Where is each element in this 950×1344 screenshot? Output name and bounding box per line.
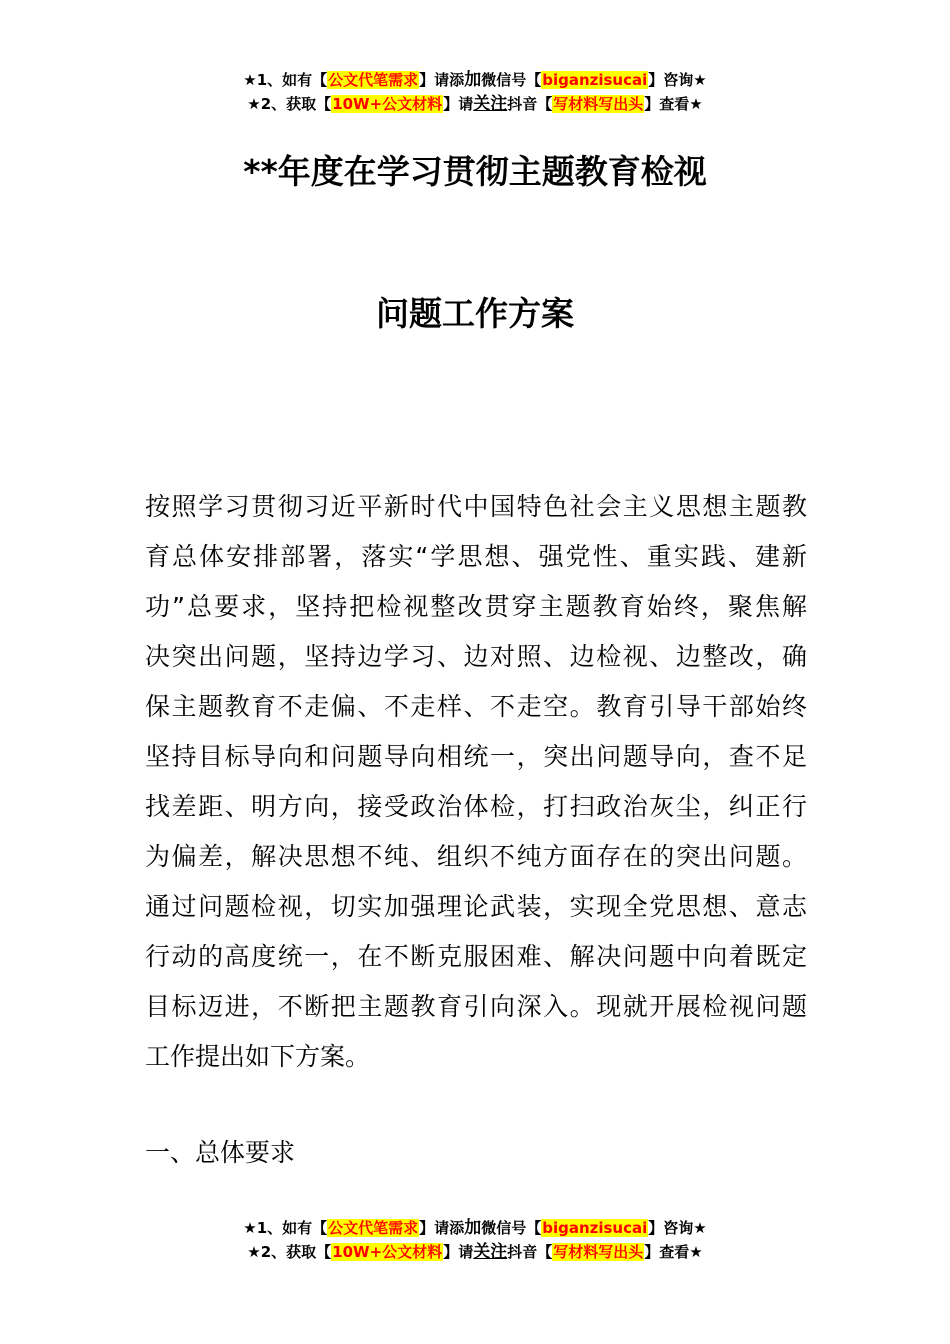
footer-line-1-suffix: 】咨询★ <box>648 1219 707 1237</box>
banner-line-2-suffix: 】查看★ <box>644 95 703 113</box>
banner-line-2-highlight-douyin: 写材料写出头 <box>553 95 644 113</box>
body-line: 为偏差，解决思想不纯、组织不纯方面存在的突出问题。 <box>145 842 807 871</box>
footer-line-1-mid-big: 加 <box>464 1218 482 1238</box>
footer-line-2-highlight-douyin: 写材料写出头 <box>553 1243 644 1261</box>
banner-line-1-suffix: 】咨询★ <box>648 71 707 89</box>
section-heading: 一、总体要求 <box>145 1138 296 1167</box>
banner-line-2-highlight-materials: 10W+公文材料 <box>332 95 443 113</box>
footer-line-2-mid2: 抖音【 <box>507 1243 553 1261</box>
banner-line-1-mid-big: 加 <box>464 70 482 90</box>
banner-line-1 <box>0 68 950 92</box>
banner-line-2-mid: 】请 <box>443 95 474 113</box>
footer-banner-line-2 <box>0 1240 950 1264</box>
body-paragraph <box>145 482 807 1082</box>
footer-line-1-highlight-service: 公文代笔需求 <box>328 1219 419 1237</box>
banner-line-1-prefix: ★1、如有【 <box>243 71 328 89</box>
footer-line-2-mid: 】请 <box>443 1243 474 1261</box>
body-line: 工作提出如下方案。 <box>145 1042 371 1071</box>
footer-line-1-highlight-wechat: biganzisucai <box>542 1219 648 1237</box>
footer-line-2-highlight-materials: 10W+公文材料 <box>332 1243 443 1261</box>
body-line: 找差距、明方向，接受政治体检，打扫政治灰尘，纠正行 <box>145 792 807 821</box>
body-line: 按照学习贯彻习近平新时代中国特色社会主义思想主题教 <box>145 492 807 521</box>
footer-line-1-mid2: 微信号【 <box>481 1219 542 1237</box>
footer-line-1-mid: 】请添 <box>419 1219 465 1237</box>
document-title-line-2: 问题工作方案 <box>376 294 574 333</box>
footer-line-2-prefix: ★2、获取【 <box>247 1243 332 1261</box>
body-line: 决突出问题，坚持边学习、边对照、边检视、边整改，确 <box>145 642 807 671</box>
body-line: 功”总要求，坚持把检视整改贯穿主题教育始终，聚焦解 <box>145 592 807 621</box>
banner-line-2 <box>0 92 950 116</box>
banner-line-2-mid-big: 关注 <box>473 94 508 114</box>
banner-line-1-mid2: 微信号【 <box>481 71 542 89</box>
body-line: 目标迈进，不断把主题教育引向深入。现就开展检视问题 <box>145 992 807 1021</box>
banner-line-2-mid2: 抖音【 <box>507 95 553 113</box>
banner-line-1-highlight-service: 公文代笔需求 <box>328 71 419 89</box>
body-line: 育总体安排部署，落实“学思想、强党性、重实践、建新 <box>145 542 807 571</box>
body-line: 行动的高度统一，在不断克服困难、解决问题中向着既定 <box>145 942 807 971</box>
footer-line-2-suffix: 】查看★ <box>644 1243 703 1261</box>
document-title-line-1: **年度在学习贯彻主题教育检视 <box>243 152 707 191</box>
body-line: 坚持目标导向和问题导向相统一，突出问题导向，查不足 <box>145 742 807 771</box>
footer-banner <box>0 1216 950 1264</box>
body-line: 保主题教育不走偏、不走样、不走空。教育引导干部始终 <box>145 692 807 721</box>
footer-line-2-mid-big: 关注 <box>473 1242 508 1262</box>
banner-line-1-highlight-wechat: biganzisucai <box>542 71 648 89</box>
footer-banner-line-1 <box>0 1216 950 1240</box>
banner-line-1-mid: 】请添 <box>419 71 465 89</box>
footer-line-1-prefix: ★1、如有【 <box>243 1219 328 1237</box>
banner-line-2-prefix: ★2、获取【 <box>247 95 332 113</box>
body-line: 通过问题检视，切实加强理论武装，实现全党思想、意志 <box>145 892 807 921</box>
header-banner <box>0 68 950 116</box>
